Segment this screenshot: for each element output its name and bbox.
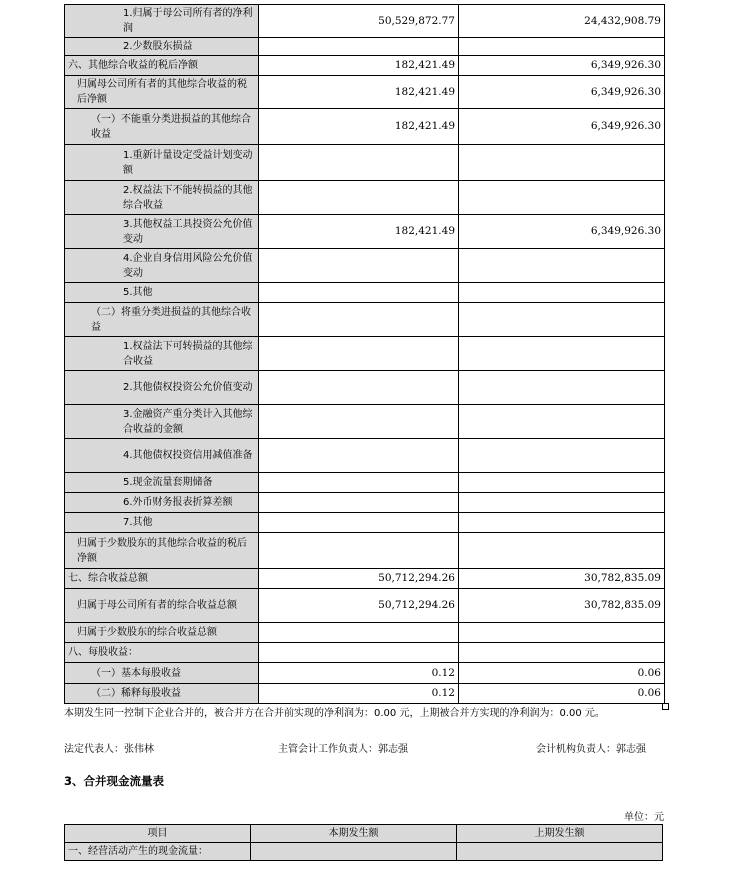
row-label: （二）将重分类进损益的其他综合收益	[65, 303, 259, 337]
row-label: 六、其他综合收益的税后净额	[65, 56, 259, 76]
row-current	[251, 843, 457, 861]
table-row	[65, 493, 665, 513]
row-previous-period	[459, 249, 665, 283]
row-current-period	[259, 303, 459, 337]
row-current-period	[259, 371, 459, 405]
table-row	[65, 5, 665, 38]
table-row	[65, 684, 665, 704]
row-label: 八、每股收益：	[65, 643, 259, 663]
row-label: 3.其他权益工具投资公允价值变动	[65, 215, 259, 249]
row-label: 5.其他	[65, 283, 259, 303]
row-previous-period	[459, 493, 665, 513]
row-label: 5.现金流量套期储备	[65, 473, 259, 493]
row-current-period: 0.12	[259, 663, 459, 684]
row-current-period	[259, 513, 459, 533]
row-current-period	[259, 623, 459, 643]
accounting-head: 主管会计工作负责人：郭志强	[278, 744, 408, 755]
cash-table-header-row	[65, 825, 663, 843]
table-row	[65, 405, 665, 439]
table-row	[65, 145, 665, 181]
row-label: 归属母公司所有者的其他综合收益的税后净额	[65, 76, 259, 109]
row-current-period: 182,421.49	[259, 215, 459, 249]
row-current-period: 50,712,294.26	[259, 569, 459, 589]
table-row	[65, 569, 665, 589]
table-row	[65, 623, 665, 643]
row-previous-period: 6,349,926.30	[459, 109, 665, 145]
table-row	[65, 663, 665, 684]
cash-flow-table	[64, 824, 663, 861]
row-label: 归属于少数股东的综合收益总额	[65, 623, 259, 643]
header-current-period: 本期发生额	[251, 825, 457, 843]
row-current-period: 0.12	[259, 684, 459, 704]
accounting-org-head: 会计机构负责人：郭志强	[536, 744, 646, 755]
header-previous-period: 上期发生额	[457, 825, 663, 843]
row-label: 一、经营活动产生的现金流量：	[65, 843, 251, 861]
row-label: 6.外币财务报表折算差额	[65, 493, 259, 513]
unit-label: 单位：元	[624, 812, 664, 823]
row-previous-period	[459, 513, 665, 533]
row-label: 3.金融资产重分类计入其他综合收益的金额	[65, 405, 259, 439]
header-item: 项目	[65, 825, 251, 843]
table-row	[65, 181, 665, 215]
section-title: 3、合并现金流量表	[64, 774, 165, 788]
row-label: 2.其他债权投资公允价值变动	[65, 371, 259, 405]
row-previous-period	[459, 623, 665, 643]
table-row	[65, 283, 665, 303]
row-current-period	[259, 38, 459, 56]
row-label: （一）基本每股收益	[65, 663, 259, 684]
table-row	[65, 303, 665, 337]
row-current-period	[259, 249, 459, 283]
row-current-period: 182,421.49	[259, 109, 459, 145]
table-row	[65, 513, 665, 533]
row-previous-period	[459, 337, 665, 371]
row-previous-period	[459, 181, 665, 215]
row-current-period: 182,421.49	[259, 76, 459, 109]
table-row	[65, 371, 665, 405]
row-previous-period	[459, 405, 665, 439]
table-row	[65, 643, 665, 663]
merger-footnote: 本期发生同一控制下企业合并的，被合并方在合并前实现的净利润为：0.00 元，上期被合并方实现的净利润为：0.00 元。	[64, 708, 605, 719]
row-label: 2.少数股东损益	[65, 38, 259, 56]
row-label: 1.权益法下可转损益的其他综合收益	[65, 337, 259, 371]
comprehensive-income-table	[64, 4, 665, 704]
row-current-period: 182,421.49	[259, 56, 459, 76]
row-previous-period: 6,349,926.30	[459, 76, 665, 109]
table-row	[65, 56, 665, 76]
row-previous-period: 6,349,926.30	[459, 215, 665, 249]
table-row	[65, 76, 665, 109]
row-label: 7.其他	[65, 513, 259, 533]
table-row	[65, 473, 665, 493]
table-row	[65, 533, 665, 569]
row-previous-period: 30,782,835.09	[459, 569, 665, 589]
row-previous-period: 24,432,908.79	[459, 5, 665, 38]
table-row	[65, 249, 665, 283]
row-current-period	[259, 533, 459, 569]
row-previous-period	[459, 283, 665, 303]
table-row	[65, 439, 665, 473]
row-label: 4.企业自身信用风险公允价值变动	[65, 249, 259, 283]
row-previous-period: 6,349,926.30	[459, 56, 665, 76]
row-previous-period: 30,782,835.09	[459, 589, 665, 623]
table-row	[65, 215, 665, 249]
row-label: 1.重新计量设定受益计划变动额	[65, 145, 259, 181]
row-current-period	[259, 473, 459, 493]
row-previous-period: 0.06	[459, 663, 665, 684]
row-current-period	[259, 337, 459, 371]
legal-representative: 法定代表人：张伟林	[64, 744, 154, 755]
row-current-period	[259, 439, 459, 473]
row-current-period: 50,712,294.26	[259, 589, 459, 623]
table-row	[65, 38, 665, 56]
row-label: 4.其他债权投资信用减值准备	[65, 439, 259, 473]
row-previous-period	[459, 38, 665, 56]
row-current-period	[259, 145, 459, 181]
row-previous-period: 0.06	[459, 684, 665, 704]
table-row	[65, 589, 665, 623]
cash-table-row	[65, 843, 663, 861]
row-previous-period	[459, 371, 665, 405]
row-label: 归属于母公司所有者的综合收益总额	[65, 589, 259, 623]
row-label: 2.权益法下不能转损益的其他综合收益	[65, 181, 259, 215]
row-current-period	[259, 283, 459, 303]
row-label: 七、综合收益总额	[65, 569, 259, 589]
row-previous-period	[459, 303, 665, 337]
row-label: 归属于少数股东的其他综合收益的税后净额	[65, 533, 259, 569]
row-previous-period	[459, 473, 665, 493]
table-row	[65, 337, 665, 371]
row-current-period	[259, 181, 459, 215]
row-label: 1.归属于母公司所有者的净利润	[65, 5, 259, 38]
footnote-marker	[662, 703, 669, 710]
row-current-period	[259, 643, 459, 663]
row-previous-period	[459, 439, 665, 473]
row-previous-period	[459, 533, 665, 569]
row-label: （二）稀释每股收益	[65, 684, 259, 704]
row-previous-period	[459, 643, 665, 663]
row-current-period: 50,529,872.77	[259, 5, 459, 38]
row-previous	[457, 843, 663, 861]
row-current-period	[259, 405, 459, 439]
table-row	[65, 109, 665, 145]
row-label: （一）不能重分类进损益的其他综合收益	[65, 109, 259, 145]
row-current-period	[259, 493, 459, 513]
row-previous-period	[459, 145, 665, 181]
